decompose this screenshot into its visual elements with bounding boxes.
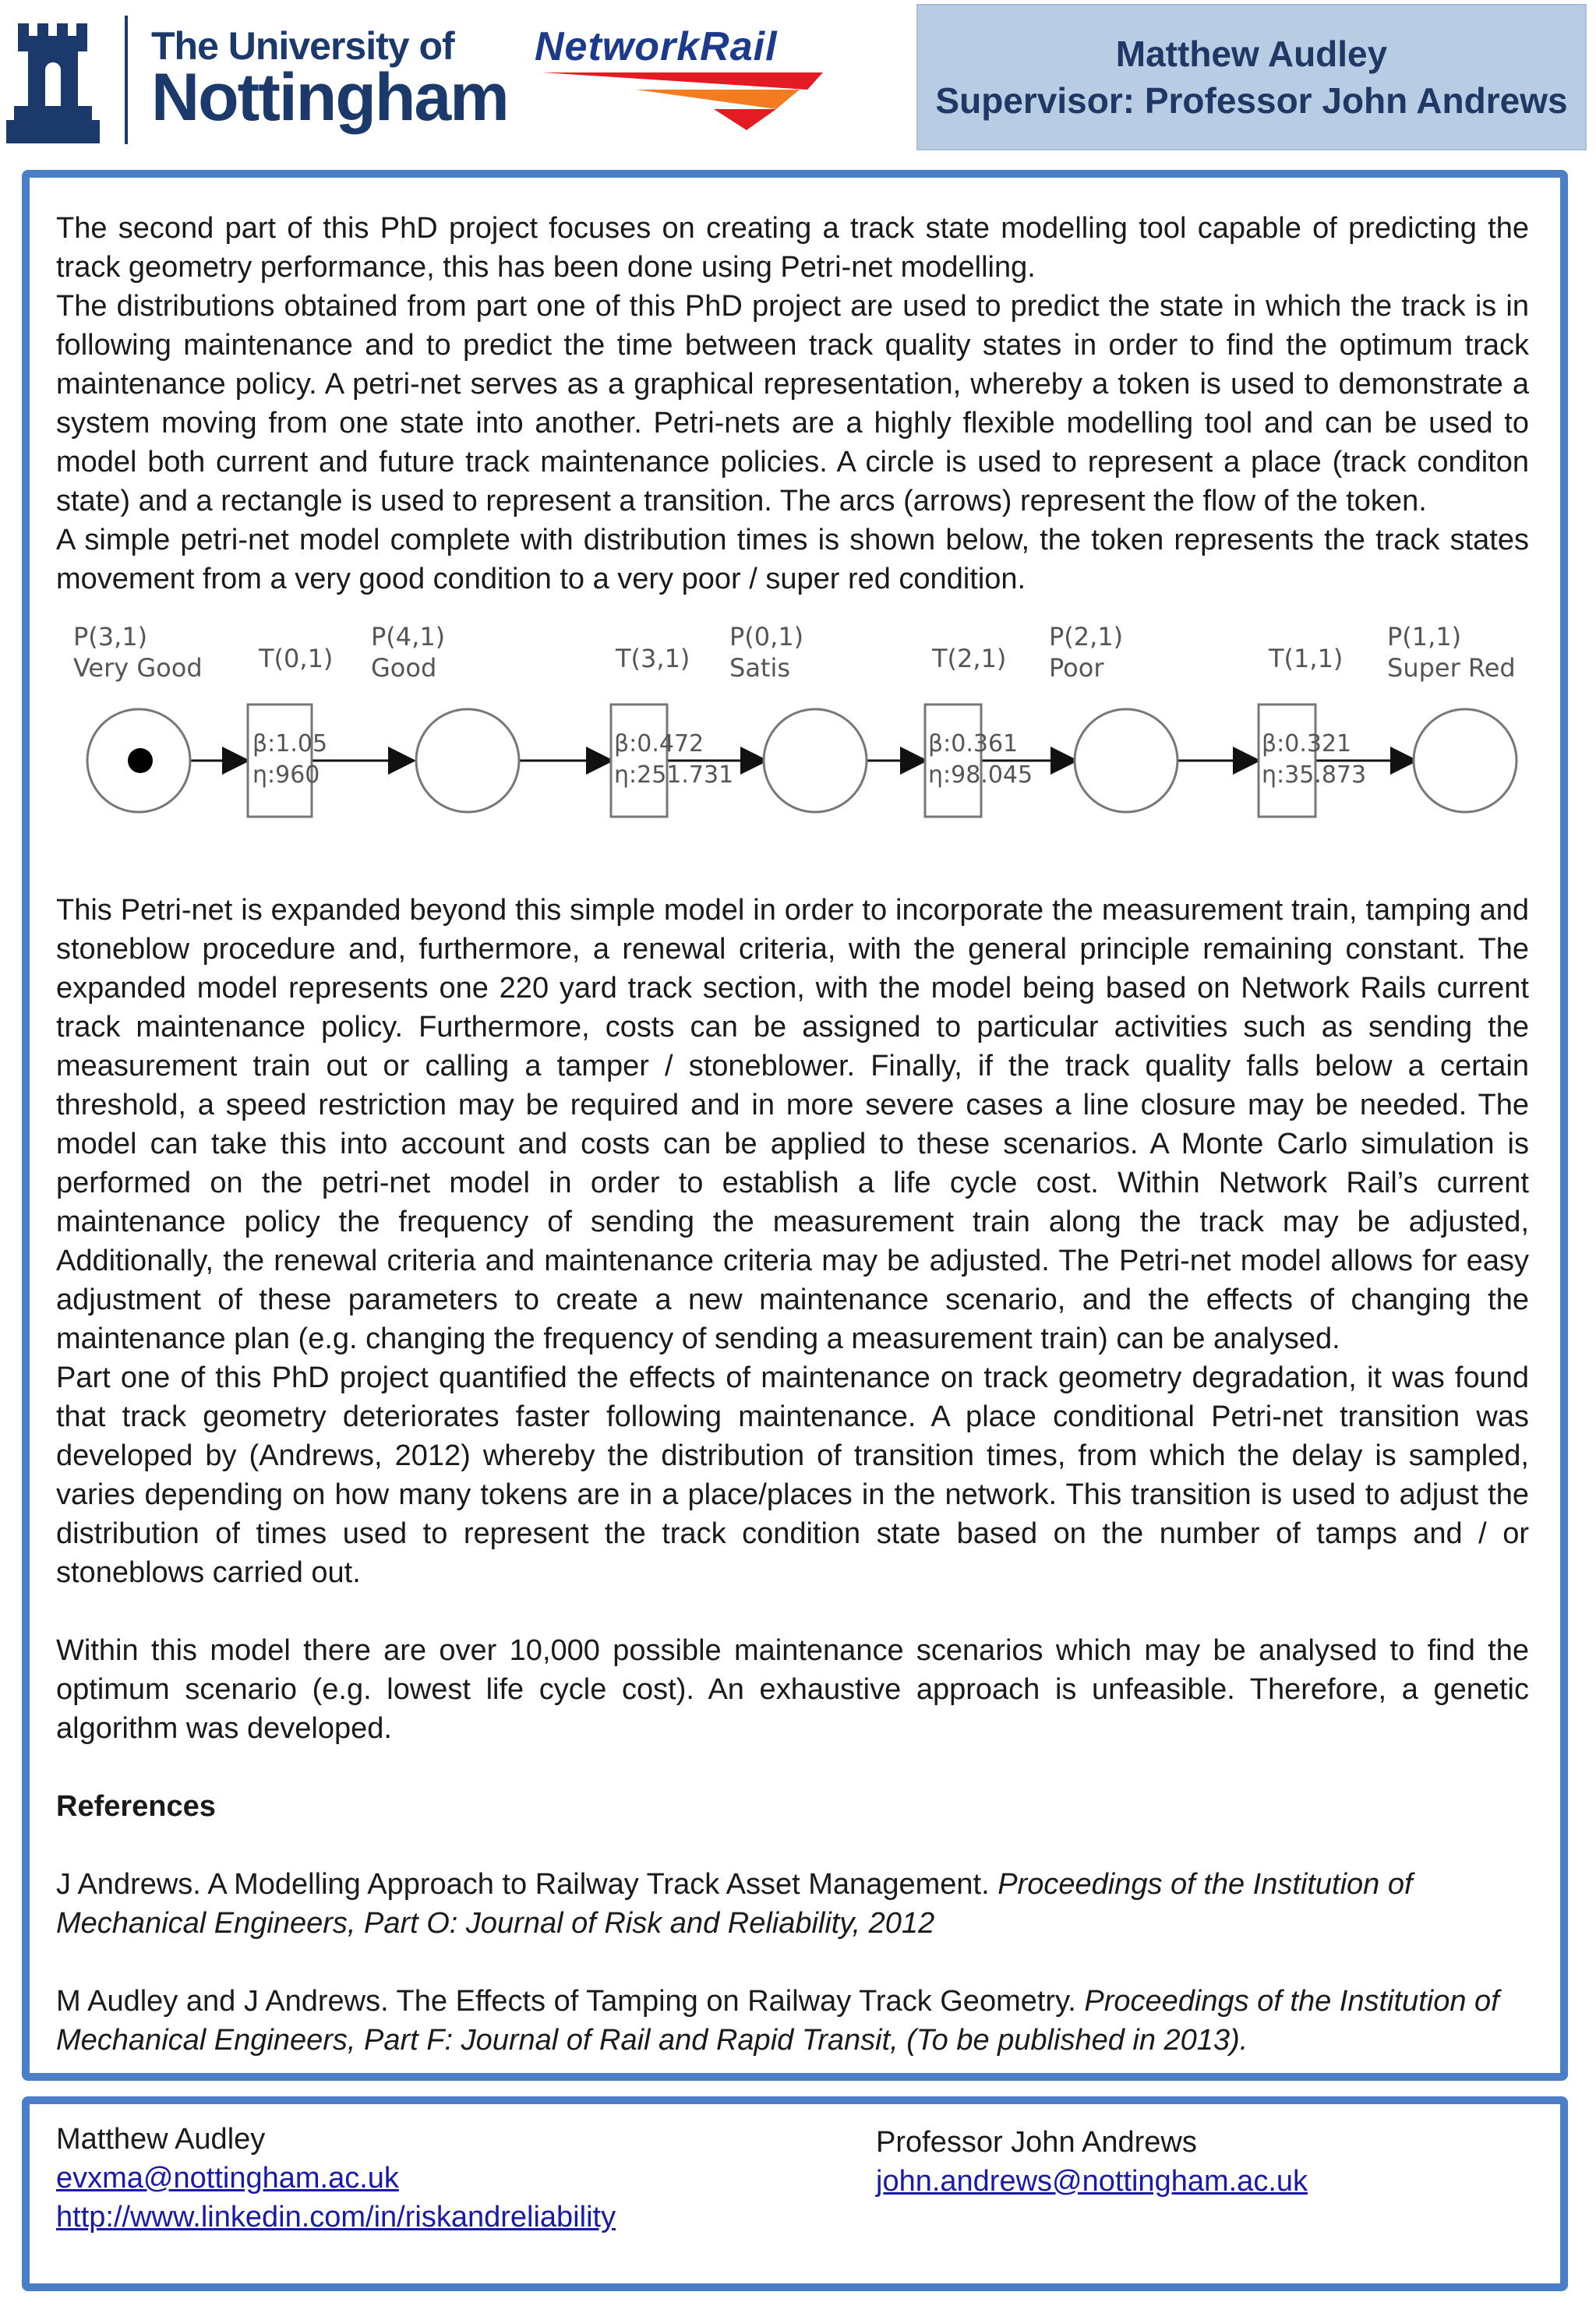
contact-left [56,2120,616,2237]
place-label-id: P(4,1) [371,622,446,652]
spacer [56,1943,1529,1982]
contact-footer [22,2096,1568,2291]
transition-label-id: T(3,1) [616,644,690,673]
spacer [56,1592,1529,1631]
main-content [56,209,1529,2060]
reference-1 [56,1865,1529,1943]
reference-2 [56,1982,1529,2060]
spacer [56,1748,1529,1787]
transition-beta: β:0.361 [928,730,1019,757]
place-poor [1075,709,1178,812]
reference-1-journal: Proceedings of the Institution of Mechanical Engineers, Part O: Journal of Risk and Reliability, 2012 [56,1868,1413,1940]
contact-name: Matthew Audley [56,2123,266,2156]
reference-1-authors-title: J Andrews. A Modelling Approach to Railway Track Asset Management. [56,1868,998,1901]
conclusion-paragraph: Within this model there are over 10,000 possible maintenance scenarios which may be analysed to find the optimum scenario (e.g. lowest life cycle cost). An exhaustive approach is unfeasible. Therefore, a genetic algorithm was developed. [56,1634,1529,1745]
contact-name: Professor John Andrews [876,2126,1197,2159]
reference-2-authors-title: M Audley and J Andrews. The Effects of Tamping on Railway Track Geometry. [56,1985,1085,2018]
place-label-id: P(2,1) [1049,622,1124,652]
transition-beta: β:0.472 [614,730,704,757]
petri-net-diagram [56,620,1529,854]
transition-t11 [1259,705,1315,817]
spacer [56,1826,1529,1865]
transition-eta: η:98.045 [928,761,1033,789]
transition-t01 [248,705,312,817]
author-name: Matthew Audley [1115,34,1388,74]
references-heading: References [56,1790,216,1823]
token [128,748,153,773]
transition-label-id: T(0,1) [259,644,334,673]
place-label-state: Poor [1049,653,1104,683]
intro-paragraph-1: The second part of this PhD project focuses on creating a track state modelling tool capable of predicting the track geometry performance, this has been done using Petri-net modelling. [56,212,1529,284]
intro-paragraph-3: A simple petri-net model complete with distribution times is shown below, the token represents the track states movement from a very good condition to a very poor / super red condition. [56,524,1529,595]
reference-2-journal: Proceedings of the Institution of Mechanical Engineers, Part F: Journal of Rail and Rapid Transit, (To be published in 2013). [56,1985,1499,2057]
place-label-state: Satis [729,653,791,683]
transition-t31 [611,705,667,817]
email-link[interactable]: john.andrews@nottingham.ac.uk [876,2165,1308,2198]
main-content-panel [22,170,1568,2081]
place-super-red [1414,709,1517,812]
contact-right [876,2123,1308,2201]
place-satis [764,709,867,812]
supervisor-name: Supervisor: Professor John Andrews [935,80,1568,121]
transition-eta: η:35.873 [1262,761,1367,789]
university-name-line2: Nottingham [151,60,508,135]
transition-label-id: T(2,1) [932,644,1007,673]
transition-t21 [925,705,981,817]
network-rail-wordmark: NetworkRail [535,24,778,69]
place-label-id: P(3,1) [73,622,148,652]
transition-eta: η:960 [252,761,320,789]
place-good [416,709,519,812]
castle-crest-icon [6,8,111,148]
place-label-state: Very Good [73,653,203,683]
network-rail-logo [535,23,839,125]
network-rail-swoosh-icon [542,66,839,136]
place-label-state: Good [371,653,437,683]
university-logo [6,8,508,148]
university-name-line1: The University of [151,24,454,68]
place-label-state: Super Red [1387,653,1516,683]
page-header [0,0,1596,156]
logo-divider [125,16,128,144]
intro-paragraph-2: The distributions obtained from part one of this PhD project are used to predict the state in which the track is in following maintenance and to predict the time between track quality states in order to find the optimum track maintenance policy. A petri-net serves as a graphical representation, whereby a token is used to demonstrate a system moving from one state into another. Petri-nets are a highly flexible modelling tool and can be used to model both current and future track maintenance policies. A circle is used to represent a place (track conditon state) and a rectangle is used to represent a transition. The arcs (arrows) represent the flow of the token. [56,290,1529,517]
transition-beta: β:0.321 [1262,730,1352,757]
transition-beta: β:1.05 [252,730,328,757]
linkedin-link[interactable]: http://www.linkedin.com/in/riskandreliability [56,2201,616,2234]
transition-eta: η:251.731 [614,761,734,789]
part-one-paragraph: Part one of this PhD project quantified the effects of maintenance on track geometry degradation, it was found that track geometry deteriorates faster following maintenance. A place conditional Petri-net transition was developed by (Andrews, 2012) whereby the distribution of transition times, from which the delay is sampled, varies depending on how many tokens are in a place/places in the network. This transition is used to adjust the distribution of times used to represent the track condition state based on the number of tamps and / or stoneblows carried out. [56,1361,1529,1589]
place-label-id: P(1,1) [1387,622,1462,652]
email-link[interactable]: evxma@nottingham.ac.uk [56,2162,399,2195]
transition-label-id: T(1,1) [1269,644,1344,673]
author-info-box [916,4,1587,150]
place-label-id: P(0,1) [729,622,804,652]
expanded-model-paragraph: This Petri-net is expanded beyond this simple model in order to incorporate the measurement train, tamping and stoneblow procedure and, furthermore, a renewal criteria, with the general principle remaining constant. The expanded model represents one 220 yard track section, with the model being based on Network Rails current track maintenance policy. Furthermore, costs can be assigned to particular activities such as sending the measurement train out or calling a tamper / stoneblower. Finally, if the track quality falls below a certain threshold, a speed restriction may be required and in more severe cases a line closure may be needed. The model can take this into account and costs can be applied to these scenarios. A Monte Carlo simulation is performed on the petri-net model in order to establish a life cycle cost. Within Network Rail’s current maintenance policy the frequency of sending the measurement train along the track may be adjusted, Additionally, the renewal criteria and maintenance criteria may be adjusted. The Petri-net model allows for easy adjustment of these parameters to create a new maintenance scenario, and the effects of changing the maintenance plan (e.g. changing the frequency of sending a measurement train) can be analysed. [56,894,1529,1355]
